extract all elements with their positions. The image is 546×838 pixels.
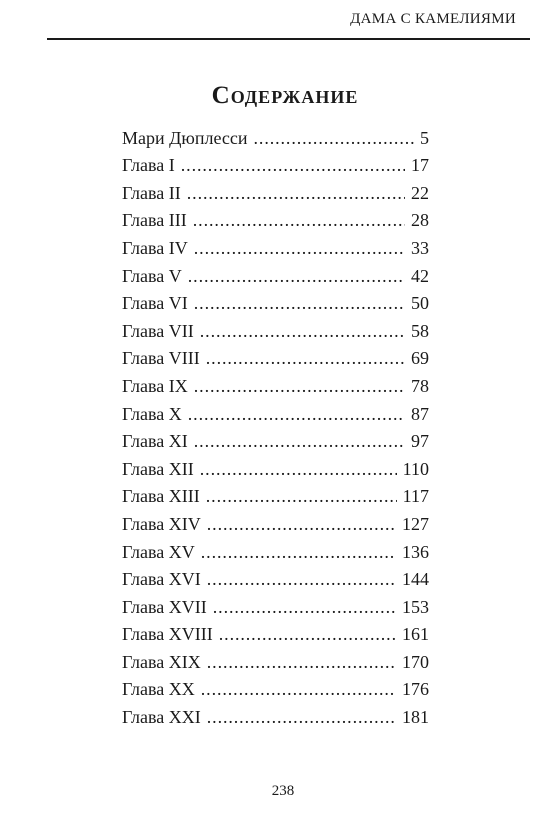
leader-dots [194,377,405,395]
toc-entry-page: 136 [402,541,429,562]
leader-dots [219,625,396,643]
toc-entry-label: Глава XIII [122,486,200,507]
toc-entry-label: Глава X [122,403,182,424]
leader-dots [207,653,396,671]
toc-entry-page: 176 [402,679,429,700]
toc-entry[interactable] [122,616,429,644]
toc-entry-label: Глава VI [122,293,188,314]
toc-entry-label: Глава XXI [122,707,201,728]
toc-entry[interactable] [122,505,429,533]
toc-entry-label: Глава I [122,155,175,176]
header-rule [47,38,530,40]
toc-entry[interactable] [122,450,429,478]
toc-title: Содержание [211,82,359,109]
leader-dots [194,239,405,257]
toc-entry[interactable] [122,478,429,506]
toc-entry-page: 42 [411,265,429,286]
leader-dots [254,129,414,147]
leader-dots [206,349,405,367]
toc-entry-label: Глава XVI [122,569,201,590]
toc-entry[interactable] [122,395,429,423]
toc-entry-page: 33 [411,237,429,258]
toc-entry-page: 117 [402,486,429,507]
toc-entry-page: 127 [402,513,429,534]
toc-entry-page: 28 [411,210,429,231]
leader-dots [188,267,405,285]
toc-entry-label: Глава XV [122,541,195,562]
toc-entry-page: 17 [411,155,429,176]
toc-entry-page: 69 [411,348,429,369]
toc-entry[interactable] [122,533,429,561]
leader-dots [207,708,396,726]
toc-entry-label: Глава XIX [122,651,201,672]
toc-entry-page: 50 [411,293,429,314]
leader-dots [213,598,396,616]
leader-dots [194,432,405,450]
toc-entry[interactable] [122,312,429,340]
leader-dots [201,543,396,561]
toc-entry[interactable] [122,588,429,616]
toc-entry-label: Глава XVIII [122,624,213,645]
toc-entry[interactable] [122,698,429,726]
leader-dots [181,156,405,174]
toc-entry-page: 87 [411,403,429,424]
toc-entry-page: 110 [402,458,429,479]
toc-entry[interactable] [122,202,429,230]
toc-entry-label: Глава XI [122,431,188,452]
toc-entry[interactable] [122,367,429,395]
toc-entry-page: 170 [402,651,429,672]
toc-entry-label: Глава VIII [122,348,200,369]
toc-entry-page: 161 [402,624,429,645]
page-number: 238 [271,783,295,799]
leader-dots [207,570,396,588]
toc-entry[interactable] [122,285,429,313]
toc-list [122,119,429,726]
toc-entry-label: Глава IV [122,237,188,258]
leader-dots [200,460,397,478]
running-head: ДАМА С КАМЕЛИЯМИ [350,11,516,27]
toc-entry-page: 5 [420,127,429,148]
toc-entry[interactable] [122,257,429,285]
leader-dots [201,680,396,698]
toc-entry-page: 97 [411,431,429,452]
toc-entry-page: 58 [411,320,429,341]
toc-entry-label: Глава V [122,265,182,286]
toc-entry-page: 78 [411,375,429,396]
toc-entry-page: 153 [402,596,429,617]
leader-dots [187,184,405,202]
toc-entry[interactable] [122,643,429,671]
toc-entry-label: Глава III [122,210,187,231]
toc-entry-label: Мари Дюплесси [122,127,248,148]
toc-entry[interactable] [122,340,429,368]
toc-entry[interactable] [122,229,429,257]
leader-dots [206,487,397,505]
leader-dots [193,211,405,229]
toc-entry-label: Глава VII [122,320,194,341]
toc-entry[interactable] [122,119,429,147]
toc-entry[interactable] [122,561,429,589]
leader-dots [207,515,396,533]
leader-dots [194,294,405,312]
leader-dots [188,405,405,423]
toc-entry-label: Глава XX [122,679,195,700]
toc-entry-label: Глава XIV [122,513,201,534]
leader-dots [200,322,405,340]
toc-entry-page: 144 [402,569,429,590]
toc-entry-label: Глава II [122,182,181,203]
toc-entry-label: Глава XVII [122,596,207,617]
toc-entry[interactable] [122,174,429,202]
toc-entry[interactable] [122,671,429,699]
toc-entry[interactable] [122,147,429,175]
toc-entry-page: 181 [402,707,429,728]
toc-entry-page: 22 [411,182,429,203]
toc-entry[interactable] [122,423,429,451]
toc-entry-label: Глава IX [122,375,188,396]
toc-entry-label: Глава XII [122,458,194,479]
